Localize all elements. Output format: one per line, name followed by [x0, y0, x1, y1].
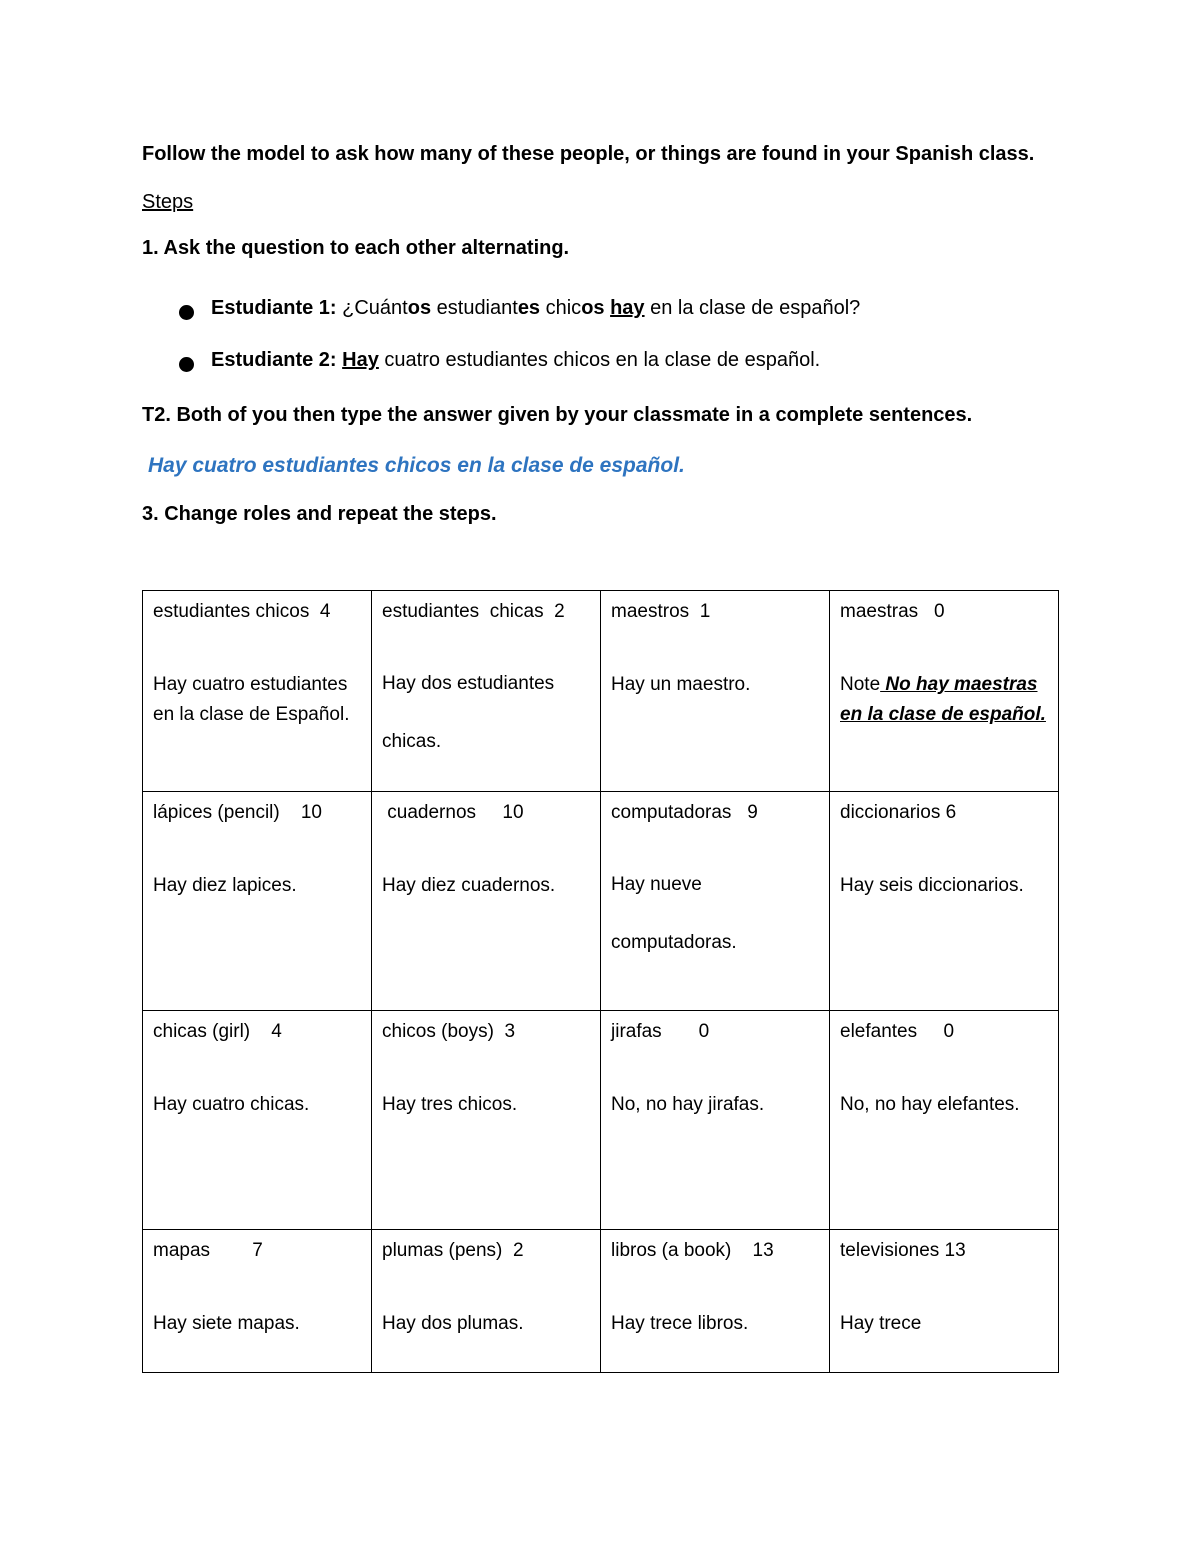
cell-answer: Hay cuatro chicas. — [153, 1094, 310, 1115]
cell-prompt: jirafas 0 — [611, 1021, 710, 1042]
table-row — [143, 591, 1059, 792]
cell-answer: Hay diez cuadernos. — [382, 875, 556, 896]
step-3-text: 3. Change roles and repeat the steps. — [142, 503, 497, 525]
table-cell — [601, 792, 830, 1011]
table-cell — [372, 1011, 601, 1230]
note-prefix: Note — [840, 674, 881, 695]
note-answer: No hay maestras en la clase de español. — [840, 674, 1046, 725]
cell-prompt: cuadernos 10 — [382, 802, 524, 823]
bullet-icon — [179, 357, 194, 372]
student-2-answer: Hay cuatro estudiantes chicos en la clase de español. — [342, 349, 821, 371]
table-cell — [601, 1011, 830, 1230]
table-cell — [601, 1230, 830, 1373]
cell-prompt: estudiantes chicos 4 — [153, 601, 331, 622]
vocabulary-table — [142, 590, 1059, 1373]
student-2-line — [211, 349, 820, 372]
student-1-question: ¿Cuántos estudiantes chicos hay en la clase de español? — [342, 297, 861, 319]
cell-answer: Hay nueve computadoras. — [611, 874, 737, 953]
cell-prompt: plumas (pens) 2 — [382, 1240, 524, 1261]
cell-prompt: mapas 7 — [153, 1240, 263, 1261]
step-2-text: T2. Both of you then type the answer given by your classmate in a complete sentences. — [142, 404, 973, 426]
cell-answer: No, no hay jirafas. — [611, 1094, 765, 1115]
table-cell — [143, 792, 372, 1011]
cell-prompt: lápices (pencil) 10 — [153, 802, 322, 823]
cell-prompt: chicos (boys) 3 — [382, 1021, 516, 1042]
cell-answer-note — [840, 670, 1048, 730]
student-1-line — [211, 297, 860, 320]
cell-answer: Hay un maestro. — [611, 674, 751, 695]
table-cell — [830, 1011, 1059, 1230]
table-cell — [372, 792, 601, 1011]
cell-answer: Hay tres chicos. — [382, 1094, 518, 1115]
cell-prompt: estudiantes chicas 2 — [382, 601, 565, 622]
student-2-label: Estudiante 2: — [211, 349, 337, 371]
table-cell — [601, 591, 830, 792]
table-cell — [830, 591, 1059, 792]
cell-answer: Hay dos estudiantes chicas. — [382, 673, 555, 752]
cell-answer: Hay cuatro estudiantes en la clase de Español. — [153, 674, 350, 725]
table-row — [143, 1230, 1059, 1373]
cell-prompt: computadoras 9 — [611, 802, 758, 823]
table-cell — [830, 1230, 1059, 1373]
table-row — [143, 792, 1059, 1011]
step-1-text: 1. Ask the question to each other alternating. — [142, 237, 570, 259]
cell-answer: No, no hay elefantes. — [840, 1094, 1020, 1115]
table-cell — [372, 1230, 601, 1373]
table-cell — [143, 1230, 372, 1373]
cell-answer: Hay siete mapas. — [153, 1313, 300, 1334]
example-answer: Hay cuatro estudiantes chicos en la clase de español. — [148, 454, 685, 477]
table-cell — [830, 792, 1059, 1011]
cell-answer: Hay trece libros. — [611, 1313, 749, 1334]
cell-answer: Hay dos plumas. — [382, 1313, 524, 1334]
cell-prompt: diccionarios 6 — [840, 802, 957, 823]
cell-prompt: libros (a book) 13 — [611, 1240, 774, 1261]
cell-prompt: televisiones 13 — [840, 1240, 966, 1261]
student-1-label: Estudiante 1: — [211, 297, 337, 319]
table-row — [143, 1011, 1059, 1230]
steps-heading: Steps — [142, 191, 194, 213]
cell-prompt: maestros 1 — [611, 601, 711, 622]
table-cell — [143, 1011, 372, 1230]
cell-answer: Hay diez lapices. — [153, 875, 297, 896]
cell-prompt: elefantes 0 — [840, 1021, 955, 1042]
cell-answer: Hay seis diccionarios. — [840, 875, 1024, 896]
table-cell — [372, 591, 601, 792]
cell-answer: Hay trece — [840, 1313, 922, 1334]
bullet-icon — [179, 305, 194, 320]
table-cell — [143, 591, 372, 792]
cell-prompt: maestras 0 — [840, 601, 945, 622]
cell-prompt: chicas (girl) 4 — [153, 1021, 282, 1042]
intro-text: Follow the model to ask how many of these people, or things are found in your Spanish class. — [142, 143, 1035, 165]
